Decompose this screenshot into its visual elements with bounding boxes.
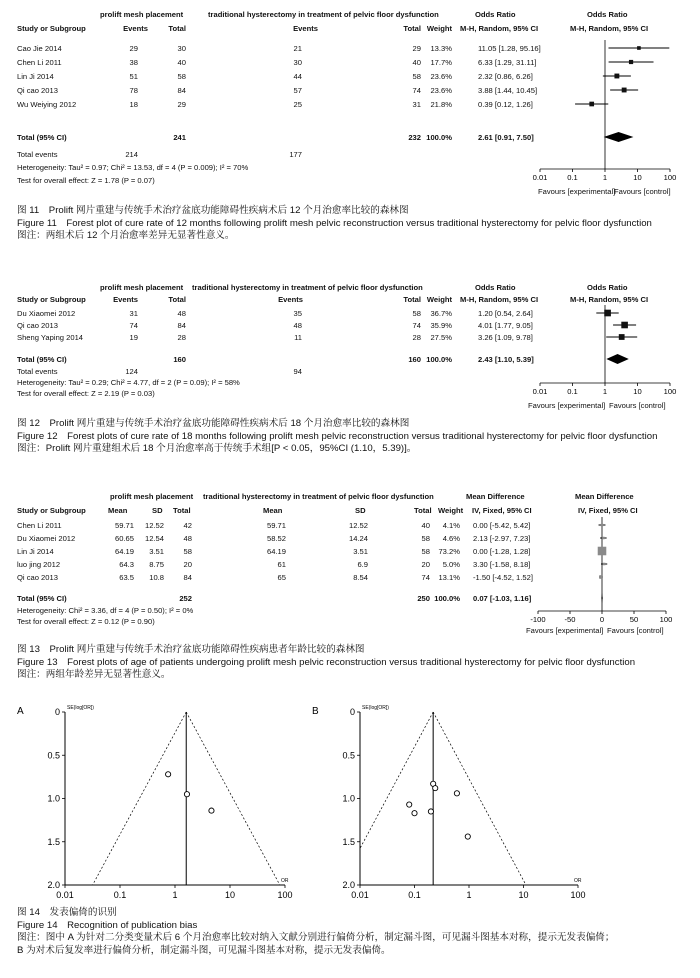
study-point [433, 786, 438, 791]
weight: 4.6% [442, 534, 460, 543]
funnel-plot-b [312, 700, 660, 905]
events2: 57 [293, 86, 302, 95]
sd2: 12.52 [348, 521, 368, 530]
events1: 74 [129, 321, 138, 330]
total1: 58 [183, 547, 192, 556]
col-total1: Total [168, 295, 186, 304]
col-events2: Events [293, 24, 318, 33]
group2-header: traditional hysterectomy in treatment of pelvic floor dysfunction [208, 10, 439, 19]
study-name: Qi cao 2013 [17, 321, 58, 330]
events1: 38 [129, 58, 138, 67]
study-marker [589, 102, 594, 107]
mean2: 65 [277, 573, 286, 582]
total1: 252 [179, 594, 192, 603]
y-tick-label: 0.5 [342, 750, 355, 761]
sd2: 3.51 [353, 547, 368, 556]
caption-note: 图注：两组术后 12 个月治愈率差异无显著性意义。 [17, 230, 235, 241]
favours-right: Favours [control] [614, 187, 671, 196]
total1: 20 [183, 560, 192, 569]
x-axis-label: OR [281, 878, 289, 884]
x-tick-label: 10 [633, 387, 642, 396]
study-marker [614, 74, 619, 79]
x-tick-label: -50 [564, 615, 576, 624]
ci: 4.01 [1.77, 9.05] [478, 321, 533, 330]
total1: 48 [183, 534, 192, 543]
x-tick-label: 0.1 [567, 387, 578, 396]
study-name: Lin Ji 2014 [17, 72, 54, 81]
events2: 25 [293, 100, 302, 109]
mean2: 61 [277, 560, 286, 569]
weight: 17.7% [430, 58, 452, 67]
ci: 1.20 [0.54, 2.64] [478, 309, 533, 318]
col-weight: Weight [438, 506, 464, 515]
study-point [209, 808, 214, 813]
x-tick-label: 0.01 [351, 890, 369, 900]
favours-right: Favours [control] [607, 626, 664, 635]
ci: 6.33 [1.29, 31.11] [478, 58, 537, 67]
study-marker [603, 563, 606, 566]
x-tick-label: 0.1 [113, 890, 127, 900]
total-events-label: Total events [17, 367, 58, 376]
y-tick-label: 0 [54, 707, 60, 717]
col-total1: Total [173, 506, 191, 515]
weight: 23.6% [430, 86, 452, 95]
ci: 11.05 [1.28, 95.16] [478, 44, 541, 53]
heterogeneity: Heterogeneity: Chi² = 3.36, df = 4 (P = 0.50); I² = 0% [17, 606, 194, 615]
overall-effect: Test for overall effect: Z = 2.19 (P = 0.03) [17, 389, 155, 398]
events1: 18 [129, 100, 138, 109]
group1-header: prolift mesh placement [100, 10, 184, 19]
col-or: M-H, Random, 95% CI [460, 24, 539, 33]
mean1: 63.5 [119, 573, 134, 582]
total2: 31 [412, 100, 421, 109]
ci: 0.00 [-1.28, 1.28] [473, 547, 531, 556]
total2: 58 [421, 547, 430, 556]
events2: 35 [293, 309, 302, 318]
caption-figure-12 [17, 418, 687, 456]
heterogeneity: Heterogeneity: Tau² = 0.29; Chi² = 4.77, df = 2 (P = 0.09); I² = 58% [17, 378, 240, 387]
ci: -1.50 [-4.52, 1.52] [473, 573, 533, 582]
favours-left: Favours [experimental] [538, 187, 616, 196]
col-events1: Events [123, 24, 148, 33]
total2: 58 [421, 534, 430, 543]
study-name: Wu Weiying 2012 [17, 100, 77, 109]
study-marker [629, 60, 633, 64]
events2: 44 [293, 72, 302, 81]
x-tick-label: 100 [277, 890, 293, 900]
effect-title-plot: Odds Ratio [587, 10, 628, 19]
caption-cn: 图 12 Prolift 网片重建与传统手术治疗盆底功能障碍性疾病术后 18 个月治愈率比较的森林图 [17, 418, 410, 429]
heterogeneity: Heterogeneity: Tau² = 0.97; Chi² = 13.53, df = 4 (P = 0.009); I² = 70% [17, 163, 249, 172]
col-weight: Weight [426, 24, 452, 33]
x-axis-label: OR [574, 878, 582, 884]
total1: 160 [173, 355, 186, 364]
total1: 84 [177, 86, 186, 95]
forest-plot-11 [0, 10, 700, 200]
sd1: 3.51 [149, 547, 164, 556]
caption-figure-13 [17, 644, 687, 682]
total2: 40 [421, 521, 430, 530]
caption-note-1: 图注：图中 A 为针对二分类变量术后 6 个月治愈率比较对纳入文献分别进行偏倚分析，制定漏斗图，可见漏斗图基本对称，提示无发表偏倚； [17, 932, 615, 943]
y-tick-label: 1.5 [342, 836, 355, 847]
panel-label: A [17, 706, 24, 717]
forest1-plot-area [530, 10, 690, 200]
total-label: Total (95% CI) [17, 355, 67, 364]
total-ci: 2.43 [1.10, 5.39] [478, 355, 534, 364]
total2: 74 [412, 86, 421, 95]
sd2: 8.54 [353, 573, 368, 582]
favours-right: Favours [control] [609, 401, 666, 410]
x-tick-label: 1 [602, 387, 608, 396]
col-md: IV, Fixed, 95% CI [472, 506, 532, 515]
total-weight: 100.0% [434, 594, 460, 603]
study-point [428, 809, 433, 814]
mean2: 59.71 [266, 521, 286, 530]
effect-title-plot: Odds Ratio [587, 283, 628, 292]
study-marker [621, 322, 628, 329]
total1: 48 [177, 309, 186, 318]
total1: 241 [173, 133, 186, 142]
total2: 29 [412, 44, 421, 53]
col-or: M-H, Random, 95% CI [460, 295, 539, 304]
col-study: Study or Subgroup [17, 506, 86, 515]
ci: 3.30 [-1.58, 8.18] [473, 560, 531, 569]
caption-note: 图注：Prolift 网片重建组术后 18 个月治愈率高于传统手术组[P < 0.05，95%CI (1.10，5.39)]。 [17, 443, 417, 454]
y-axis-label: SE(log[OR]) [67, 705, 94, 711]
x-tick-label: 100 [659, 615, 673, 624]
col-or-plot: M-H, Random, 95% CI [570, 295, 649, 304]
study-point [184, 792, 189, 797]
col-md-plot: IV, Fixed, 95% CI [578, 506, 638, 515]
weight: 73.2% [438, 547, 460, 556]
study-name: Sheng Yaping 2014 [17, 333, 84, 342]
x-tick-label: 0.1 [408, 890, 421, 900]
study-name: Du Xiaomei 2012 [17, 534, 76, 543]
forest-plot-13 [0, 492, 700, 640]
effect-title: Mean Difference [466, 492, 525, 501]
study-name: Chen Li 2011 [17, 521, 62, 530]
caption-note-2: B 为对术后复发率进行偏倚分析，制定漏斗图，可见漏斗图基本对称，提示无发表偏倚。 [17, 944, 391, 956]
forest-plot-12 [0, 283, 700, 413]
events2: 11 [294, 333, 302, 342]
mean1: 60.65 [114, 534, 134, 543]
weight: 23.6% [430, 72, 452, 81]
total-label: Total (95% CI) [17, 133, 67, 142]
weight: 35.9% [430, 321, 452, 330]
caption-note: 图注：两组年龄差异无显著性意义。 [17, 669, 171, 680]
x-tick-label: 1 [172, 890, 178, 900]
col-study: Study or Subgroup [17, 24, 86, 33]
ci: 3.26 [1.09, 9.78] [478, 333, 533, 342]
events1: 31 [129, 309, 138, 318]
x-tick-label: 0.01 [56, 890, 74, 900]
events2: 48 [293, 321, 302, 330]
caption-en: Figure 13 Forest plots of age of patients undergoing prolift mesh pelvic reconstruction versus traditional hysterectomy for pelvic floor dysfunction [17, 656, 636, 668]
panel-label: B [312, 706, 319, 717]
funnel-left-limit [360, 712, 433, 848]
study-marker [637, 46, 641, 50]
y-tick-label: 1.5 [47, 836, 60, 847]
col-total2: Total [414, 506, 432, 515]
total2: 160 [408, 355, 421, 364]
total1: 58 [177, 72, 186, 81]
weight: 27.5% [430, 333, 452, 342]
total1: 42 [183, 521, 192, 530]
y-tick-label: 1.0 [342, 793, 355, 804]
total-label: Total (95% CI) [17, 594, 67, 603]
col-weight: Weight [426, 295, 452, 304]
study-marker [601, 524, 604, 527]
events2: 21 [293, 44, 302, 53]
x-tick-label: 0.01 [532, 387, 548, 396]
total2: 20 [421, 560, 430, 569]
mean1: 59.71 [114, 521, 134, 530]
study-name: Du Xiaomei 2012 [17, 309, 76, 318]
caption-figure-14 [17, 907, 687, 957]
mean1: 64.19 [114, 547, 134, 556]
total-weight: 100.0% [426, 133, 452, 142]
x-tick-label: 0.1 [567, 173, 578, 182]
forest3-plot-area [530, 492, 690, 640]
total-weight: 100.0% [426, 355, 452, 364]
total1: 40 [177, 58, 186, 67]
ci: 2.13 [-2.97, 7.23] [473, 534, 531, 543]
ci: 0.00 [-5.42, 5.42] [473, 521, 531, 530]
total-events2: 177 [289, 150, 302, 159]
overall-effect: Test for overall effect: Z = 1.78 (P = 0.07) [17, 176, 155, 185]
group1-header: prolift mesh placement [100, 283, 184, 292]
total-events1: 214 [125, 150, 138, 159]
group1-header: prolift mesh placement [110, 492, 194, 501]
mean2: 64.19 [266, 547, 286, 556]
total2: 232 [408, 133, 421, 142]
funnel-plot-a [10, 700, 340, 905]
study-point [465, 834, 470, 839]
sd1: 10.8 [149, 573, 164, 582]
mean1: 64.3 [119, 560, 134, 569]
y-tick-label: 0 [349, 707, 355, 717]
total1: 30 [177, 44, 186, 53]
study-marker [604, 310, 611, 317]
ci: 3.88 [1.44, 10.45] [478, 86, 538, 95]
x-tick-label: 100 [663, 173, 677, 182]
total-events2: 94 [293, 367, 302, 376]
study-point [166, 772, 171, 777]
x-tick-label: 10 [633, 173, 642, 182]
study-name: Chen Li 2011 [17, 58, 62, 67]
forest2-plot-area [530, 283, 690, 413]
study-point [412, 811, 417, 816]
col-events2: Events [278, 295, 303, 304]
weight: 5.0% [442, 560, 460, 569]
overall-effect: Test for overall effect: Z = 0.12 (P = 0.90) [17, 617, 155, 626]
total-events1: 124 [125, 367, 138, 376]
x-tick-label: 1 [466, 890, 472, 900]
funnel-left-limit [93, 712, 187, 885]
effect-title-plot: Mean Difference [575, 492, 634, 501]
total2: 58 [412, 72, 421, 81]
study-marker [622, 88, 627, 93]
total-ci: 0.07 [-1.03, 1.16] [473, 594, 532, 603]
weight: 13.3% [430, 44, 452, 53]
effect-title: Odds Ratio [475, 10, 516, 19]
x-tick-label: -100 [530, 615, 546, 624]
total1: 84 [183, 573, 192, 582]
col-or-plot: M-H, Random, 95% CI [570, 24, 649, 33]
study-name: Qi cao 2013 [17, 86, 58, 95]
caption-cn: 图 14 发表偏倚的识别 [17, 907, 117, 918]
favours-left: Favours [experimental] [526, 626, 604, 635]
total2: 28 [412, 333, 421, 342]
total2: 250 [417, 594, 430, 603]
weight: 36.7% [430, 309, 452, 318]
col-total2: Total [403, 295, 421, 304]
total1: 29 [177, 100, 186, 109]
col-total2: Total [403, 24, 421, 33]
y-tick-label: 1.0 [47, 793, 60, 804]
study-name: Qi cao 2013 [17, 573, 58, 582]
weight: 21.8% [430, 100, 452, 109]
study-name: Cao Jie 2014 [17, 44, 62, 53]
y-tick-label: 2.0 [342, 880, 355, 890]
study-marker [599, 575, 603, 579]
ci: 0.39 [0.12, 1.26] [478, 100, 533, 109]
x-tick-label: 100 [570, 890, 586, 900]
sd2: 14.24 [348, 534, 368, 543]
weight: 13.1% [438, 573, 460, 582]
events1: 78 [129, 86, 138, 95]
funnel-right-limit [433, 712, 526, 885]
col-total1: Total [168, 24, 186, 33]
study-marker [602, 537, 605, 540]
x-tick-label: 1 [602, 173, 608, 182]
total2: 58 [412, 309, 421, 318]
study-marker [598, 547, 607, 556]
funnel-right-limit [186, 712, 280, 885]
x-tick-label: 10 [518, 890, 529, 900]
sd2: 6.9 [357, 560, 368, 569]
effect-title: Odds Ratio [475, 283, 516, 292]
caption-en: Figure 12 Forest plots of cure rate of 18 months following prolift mesh pelvic reconstruction versus traditional hysterectomy for pelvic floor dysfunction [17, 430, 658, 442]
caption-cn: 图 13 Prolift 网片重建与传统手术治疗盆底功能障碍性疾病患者年龄比较的森林图 [17, 644, 365, 655]
total2: 74 [421, 573, 430, 582]
total-ci: 2.61 [0.91, 7.50] [478, 133, 534, 142]
sd1: 8.75 [149, 560, 164, 569]
pooled-diamond [606, 354, 628, 364]
x-tick-label: 10 [224, 890, 236, 900]
caption-figure-11 [17, 205, 687, 243]
mean2: 58.52 [266, 534, 286, 543]
study-name: luo jing 2012 [17, 560, 61, 569]
y-axis-label: SE(log[OR]) [362, 705, 389, 711]
x-tick-label: 0 [599, 615, 605, 624]
col-mean2: Mean [263, 506, 283, 515]
y-tick-label: 0.5 [47, 750, 60, 761]
pooled-diamond [601, 593, 602, 603]
x-tick-label: 50 [629, 615, 639, 624]
total2: 40 [412, 58, 421, 67]
ci: 2.32 [0.86, 6.26] [478, 72, 533, 81]
col-mean1: Mean [108, 506, 128, 515]
col-events1: Events [113, 295, 138, 304]
sd1: 12.52 [144, 521, 164, 530]
total-events-label: Total events [17, 150, 58, 159]
col-sd2: SD [355, 506, 366, 515]
x-tick-label: 0.01 [532, 173, 548, 182]
caption-en: Figure 11 Forest plot of cure rate of 12 months following prolift mesh pelvic reconstruction versus traditional hysterectomy for pelvic floor dysfunction [17, 217, 652, 229]
x-tick-label: 100 [663, 387, 677, 396]
weight: 4.1% [442, 521, 460, 530]
col-study: Study or Subgroup [17, 295, 86, 304]
sd1: 12.54 [144, 534, 164, 543]
study-point [407, 802, 412, 807]
y-tick-label: 2.0 [47, 880, 60, 890]
favours-left: Favours [experimental] [528, 401, 606, 410]
col-sd1: SD [152, 506, 163, 515]
group2-header: traditional hysterectomy in treatment of pelvic floor dysfunction [203, 492, 434, 501]
total2: 74 [412, 321, 421, 330]
events2: 30 [293, 58, 302, 67]
group2-header: traditional hysterectomy in treatment of pelvic floor dysfunction [192, 283, 423, 292]
total1: 28 [177, 333, 186, 342]
caption-en: Figure 14 Recognition of publication bias [17, 919, 198, 931]
caption-cn: 图 11 Prolift 网片重建与传统手术治疗盆底功能障碍性疾病术后 12 个月治愈率比较的森林图 [17, 205, 409, 216]
pooled-diamond [604, 132, 634, 142]
events1: 51 [129, 72, 138, 81]
study-marker [619, 334, 625, 340]
total1: 84 [177, 321, 186, 330]
study-name: Lin Ji 2014 [17, 547, 54, 556]
events1: 19 [129, 333, 138, 342]
events1: 29 [129, 44, 138, 53]
study-point [454, 791, 459, 796]
